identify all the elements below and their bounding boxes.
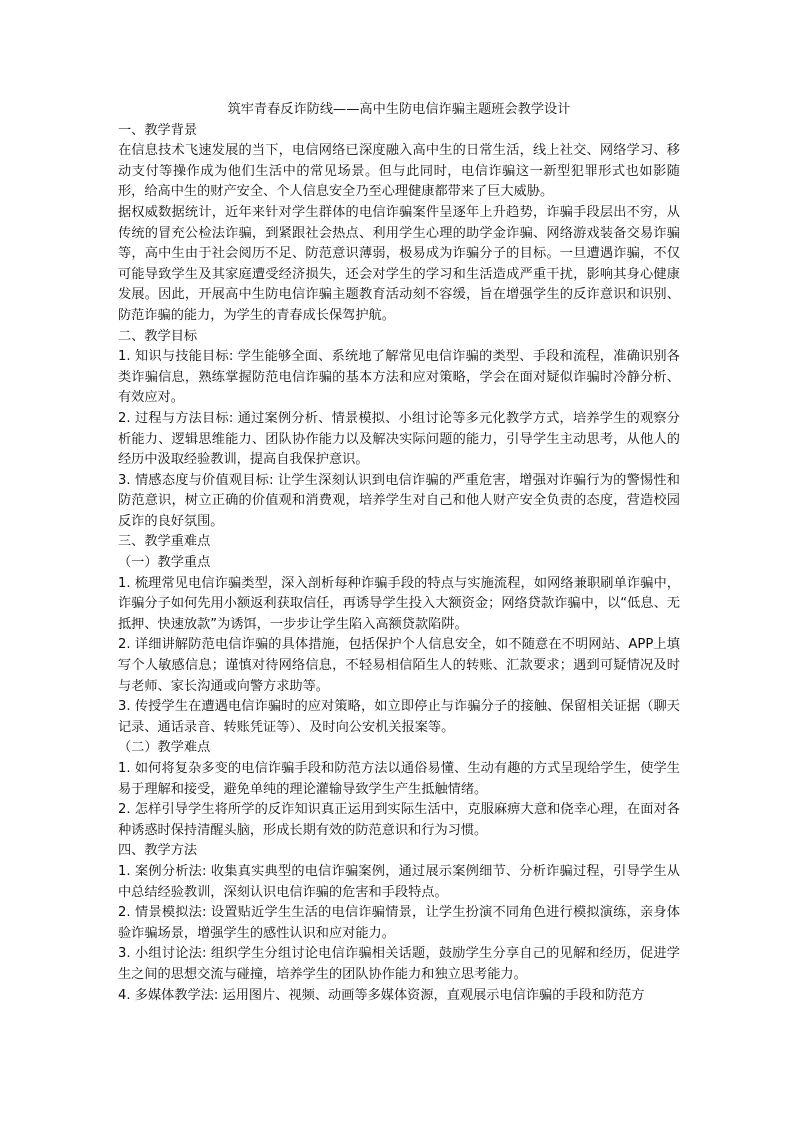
paragraph: 1. 案例分析法: 收集真实典型的电信诈骗案例，通过展示案例细节、分析诈骗过程，引导学生从中总结经验教训，深刻认识电信诈骗的危害和手段特点。	[118, 863, 680, 900]
page-title: 筑牢青春反诈防线——高中生防电信诈骗主题班会教学设计	[227, 102, 571, 117]
paragraph: 2. 怎样引导学生将所学的反诈知识真正运用到实际生活中，克服麻痹大意和侥幸心理，在面对各种诱惑时保持清醒头脑，形成长期有效的防范意识和行为习惯。	[118, 802, 680, 838]
paragraph: 在信息技术飞速发展的当下，电信网络已深度融入高中生的日常生活，线上社交、网络学习、移动支付等操作成为他们生活中的常见场景。但与此同时，电信诈骗这一新型犯罪形式也如影随形，给高中生的财产安全、个人信息安全乃至心理健康都带来了巨大威胁。	[118, 143, 680, 200]
subheading-key-points: （一）教学重点	[118, 555, 211, 571]
document-body	[118, 100, 680, 1006]
section-heading-objectives: 二、教学目标	[118, 328, 198, 344]
paragraph: 1. 梳理常见电信诈骗类型，深入剖析每种诈骗手段的特点与实施流程，如网络兼职刷单诈骗中，诈骗分子如何先用小额返利获取信任，再诱导学生投入大额资金；网络贷款诈骗中，以“低息、无抵押、快速放款”为诱饵，一步步让学生陷入高额贷款陷阱。	[118, 575, 680, 632]
paragraph: 3. 情感态度与价值观目标: 让学生深刻认识到电信诈骗的严重危害，增强对诈骗行为的警惕性和防范意识，树立正确的价值观和消费观，培养学生对自己和他人财产安全负责的态度，营造校园反诈的良好氛围。	[118, 472, 680, 529]
paragraph: 据权威数据统计，近年来针对学生群体的电信诈骗案件呈逐年上升趋势，诈骗手段层出不穷，从传统的冒充公检法诈骗，到紧跟社会热点、利用学生心理的助学金诈骗、网络游戏装备交易诈骗等，高中生由于社会阅历不足、防范意识薄弱，极易成为诈骗分子的目标。一旦遭遇诈骗，不仅可能导致学生及其家庭遭受经济损失，还会对学生的学习和生活造成严重干扰，影响其身心健康发展。因此，开展高中生防电信诈骗主题教育活动刻不容缓，旨在增强学生的反诈意识和识别、防范诈骗的能力，为学生的青春成长保驾护航。	[118, 204, 680, 323]
paragraph: 3. 传授学生在遭遇电信诈骗时的应对策略，如立即停止与诈骗分子的接触、保留相关证据（聊天记录、通话录音、转账凭证等）、及时向公安机关报案等。	[118, 699, 680, 735]
section-heading-background: 一、教学背景	[118, 122, 198, 138]
paragraph: 1. 知识与技能目标: 学生能够全面、系统地了解常见电信诈骗的类型、手段和流程，准确识别各类诈骗信息，熟练掌握防范电信诈骗的基本方法和应对策略，学会在面对疑似诈骗时冷静分析、有效应对。	[118, 349, 680, 406]
paragraph: 4. 多媒体教学法: 运用图片、视频、动画等多媒体资源，直观展示电信诈骗的手段和防范方	[118, 987, 645, 1003]
paragraph: 1. 如何将复杂多变的电信诈骗手段和防范方法以通俗易懂、生动有趣的方式呈现给学生，使学生易于理解和接受，避免单纯的理论灌输导致学生产生抵触情绪。	[118, 761, 680, 797]
paragraph: 2. 过程与方法目标: 通过案例分析、情景模拟、小组讨论等多元化教学方式，培养学生的观察分析能力、逻辑思维能力、团队协作能力以及解决实际问题的能力，引导学生主动思考，从他人的经历中汲取经验教训，提高自我保护意识。	[118, 410, 680, 468]
section-heading-methods: 四、教学方法	[118, 843, 198, 859]
section-heading-key-points: 三、教学重难点	[118, 534, 211, 550]
paragraph: 2. 详细讲解防范电信诈骗的具体措施，包括保护个人信息安全，如不随意在不明网站、APP上填写个人敏感信息；谨慎对待网络信息，不轻易相信陌生人的转账、汇款要求；遇到可疑情况及时与老师、家长沟通或向警方求助等。	[118, 637, 680, 694]
subheading-difficulties: （二）教学难点	[118, 740, 211, 756]
paragraph: 2. 情景模拟法: 设置贴近学生生活的电信诈骗情景，让学生扮演不同角色进行模拟演练，亲身体验诈骗场景，增强学生的感性认识和应对能力。	[118, 905, 680, 941]
paragraph: 3. 小组讨论法: 组织学生分组讨论电信诈骗相关话题，鼓励学生分享自己的见解和经历，促进学生之间的思想交流与碰撞，培养学生的团队协作能力和独立思考能力。	[118, 946, 680, 982]
